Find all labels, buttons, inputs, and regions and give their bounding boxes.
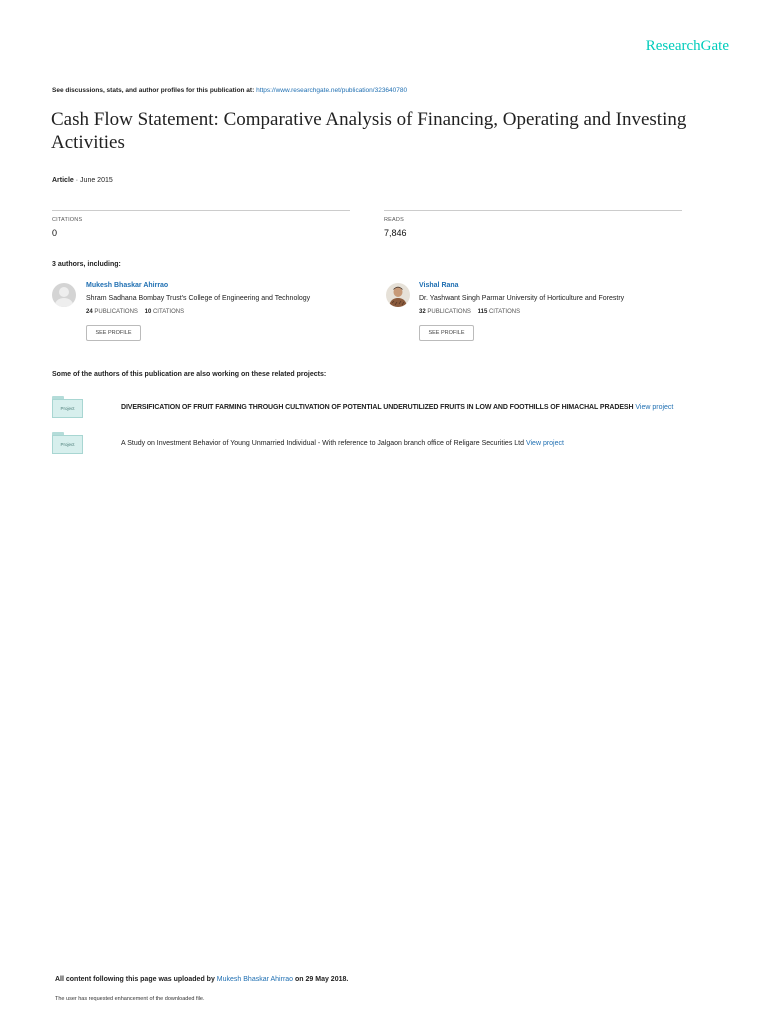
author-affiliation: Dr. Yashwant Singh Parmar University of Horticulture and Forestry <box>419 295 625 302</box>
project-title: DIVERSIFICATION OF FRUIT FARMING THROUGH CULTIVATION OF POTENTIAL UNDERUTILIZED FRUITS IN LOW AND FOOTHILLS OF HIMACHAL PRADESH <box>121 404 634 411</box>
related-project-item <box>121 440 564 447</box>
discussion-line <box>52 87 407 94</box>
person-photo-icon <box>386 283 410 307</box>
author-citations-count: 10 <box>144 309 152 315</box>
upload-prefix: All content following this page was uploaded by <box>55 976 215 983</box>
related-project-item <box>121 404 673 411</box>
citations-divider <box>52 210 350 211</box>
authors-heading: 3 authors, including: <box>52 261 121 268</box>
avatar-body-shape <box>55 298 73 307</box>
project-folder-icon[interactable] <box>52 432 83 454</box>
author-name-link[interactable]: Mukesh Bhaskar Ahirrao <box>86 282 169 289</box>
see-profile-button[interactable]: SEE PROFILE <box>86 325 141 341</box>
author-citations-label: CITATIONS <box>488 309 521 315</box>
enhancement-note: The user has requested enhancement of the downloaded file. <box>55 996 205 1002</box>
project-folder-icon[interactable] <box>52 396 83 418</box>
default-avatar-icon[interactable] <box>52 283 76 307</box>
author-publications-count: 32 <box>419 309 426 315</box>
uploader-link[interactable]: Mukesh Bhaskar Ahirrao <box>216 976 294 983</box>
publication-meta <box>52 177 113 184</box>
see-profile-button[interactable]: SEE PROFILE <box>419 325 474 341</box>
upload-date: on 29 May 2018. <box>295 976 349 983</box>
reads-label: READS <box>384 217 404 223</box>
author-publications-count: 24 <box>86 309 93 315</box>
reads-divider <box>384 210 682 211</box>
author-stats <box>419 309 520 315</box>
project-title: A Study on Investment Behavior of Young Unmarried Individual - With reference to Jalgaon branch office of Religare Securities Ltd <box>121 440 524 447</box>
author-affiliation: Shram Sadhana Bombay Trust's College of Engineering and Technology <box>86 295 311 302</box>
citations-value: 0 <box>52 228 58 238</box>
view-project-link[interactable]: View project <box>525 440 564 447</box>
author-citations-count: 115 <box>477 309 488 315</box>
project-icon-label: Project <box>52 435 83 454</box>
author-stats <box>86 309 184 315</box>
upload-footer <box>55 976 348 983</box>
publication-title: Cash Flow Statement: Comparative Analysis of Financing, Operating and Investing Activities <box>51 109 687 153</box>
author-name-link[interactable]: Vishal Rana <box>419 282 459 289</box>
author-photo-avatar[interactable] <box>386 283 410 307</box>
discussion-prefix: See discussions, stats, and author profiles for this publication at: <box>52 87 255 94</box>
related-projects-heading: Some of the authors of this publication are also working on these related projects: <box>52 371 327 378</box>
publication-url-link[interactable]: https://www.researchgate.net/publication/323640780 <box>256 87 408 94</box>
author-publications-label: PUBLICATIONS <box>427 309 471 315</box>
author-publications-label: PUBLICATIONS <box>94 309 138 315</box>
view-project-link[interactable]: View project <box>635 404 674 411</box>
publication-date: June 2015 <box>80 177 113 184</box>
publication-type: Article <box>52 177 74 184</box>
citations-label: CITATIONS <box>52 217 83 223</box>
researchgate-logo[interactable]: ResearchGate <box>645 38 729 54</box>
avatar-head-shape <box>59 287 69 297</box>
project-icon-label: Project <box>52 399 83 418</box>
meta-separator: · <box>75 177 79 184</box>
reads-value: 7,846 <box>384 228 407 238</box>
author-citations-label: CITATIONS <box>152 309 185 315</box>
